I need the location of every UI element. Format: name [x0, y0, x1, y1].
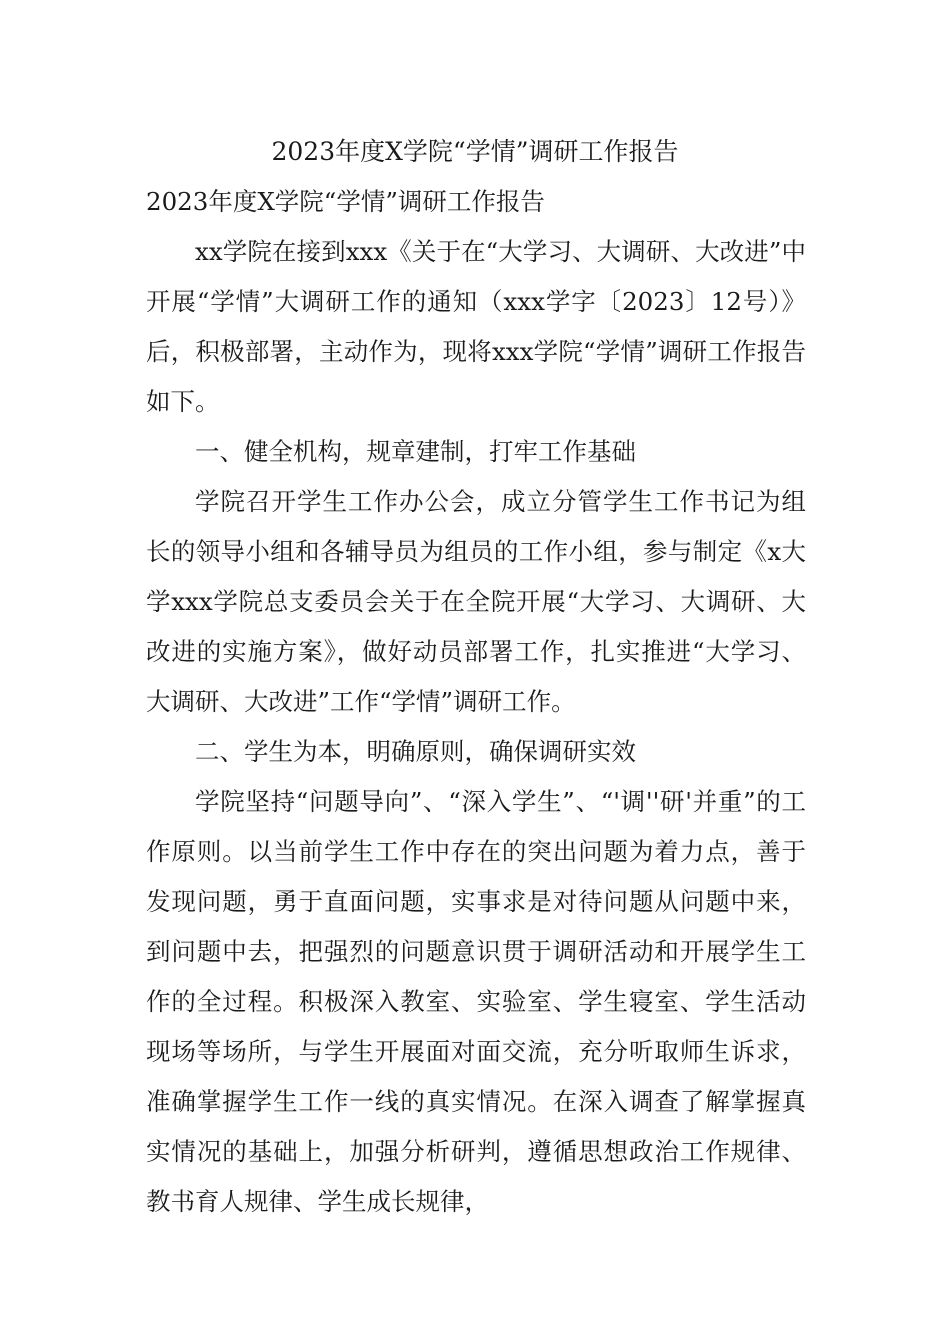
section-heading-1: 一、健全机构，规章建制，打牢工作基础	[195, 437, 636, 466]
document-body	[146, 177, 806, 1227]
section-1-paragraph: 学院召开学生工作办公会，成立分管学生工作书记为组长的领导小组和各辅导员为组员的工作小组，参与制定《x大学xxx学院总支委员会关于在全院开展“大学习、大调研、大改进的实施方案》，做好动员部署工作，扎实推进“大学习、大调研、大改进”工作“学情”调研工作。	[146, 487, 806, 716]
document-title: 2023年度X学院“学情”调研工作报告	[271, 137, 679, 166]
section-2-paragraph: 学院坚持“问题导向”、“深入学生”、“'调''研'并重”的工作原则。以当前学生工作中存在的突出问题为着力点，善于发现问题，勇于直面问题，实事求是对待问题从问题中来，到问题中去，把强烈的问题意识贯于调研活动和开展学生工作的全过程。积极深入教室、实验室、学生寝室、学生活动现场等场所，与学生开展面对面交流，充分听取师生诉求，准确掌握学生工作一线的真实情况。在深入调查了解掌握真实情况的基础上，加强分析研判，遵循思想政治工作规律、教书育人规律、学生成长规律，	[146, 787, 806, 1216]
intro-paragraph: xx学院在接到xxx《关于在“大学习、大调研、大改进”中开展“学情”大调研工作的通知（xxx学字〔2023〕12号）》后，积极部署，主动作为，现将xxx学院“学情”调研工作报告如下。	[146, 237, 806, 416]
section-heading-2: 二、学生为本，明确原则，确保调研实效	[195, 737, 636, 766]
subtitle-line: 2023年度X学院“学情”调研工作报告	[146, 187, 545, 216]
